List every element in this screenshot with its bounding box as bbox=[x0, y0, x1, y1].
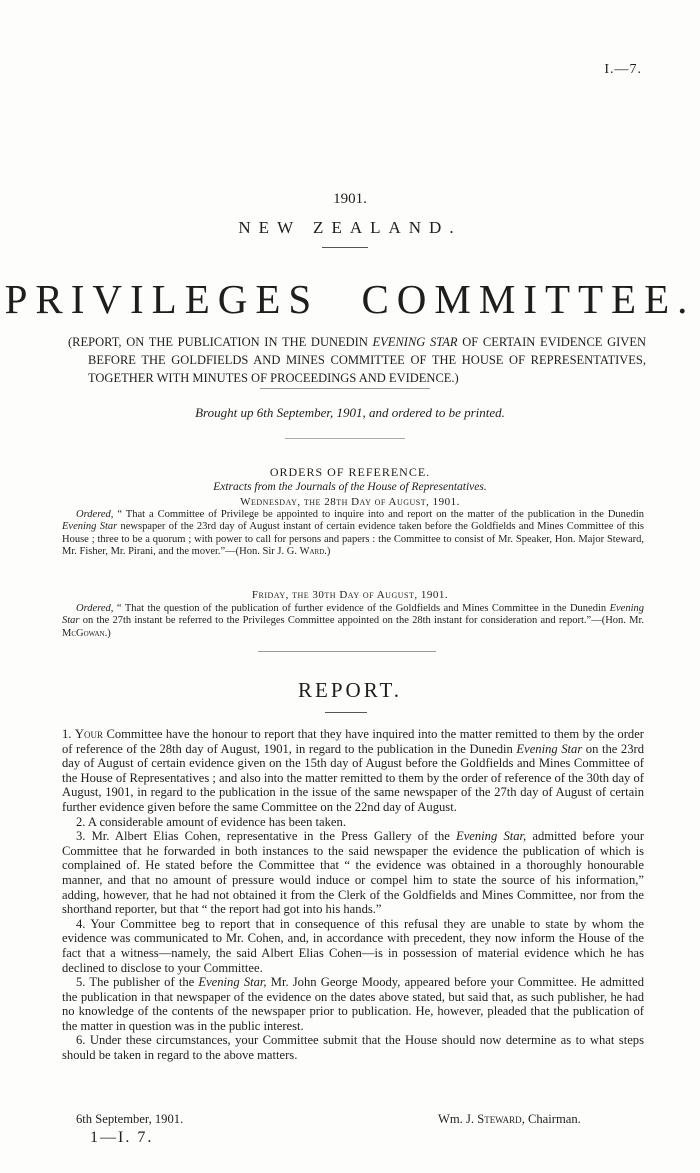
order-of-reference-1: Ordered, “ That a Committee of Privilege be appointed to inquire into and report on the matter of the publication in the Dunedin Evening Star newspaper of the 23rd day of August instant of certain evidence taken before the Goldfields and Mines Committee of this House ; three to be a quorum ; with power to call for persons and papers : the Committee to consist of Mr. Speaker, Hon. Major Steward, Mr. Fisher, Mr. Pirani, and the mover.”—(Hon. Sir J. G. Ward.) bbox=[62, 509, 644, 558]
report-subtitle: (REPORT, ON THE PUBLICATION IN THE DUNEDIN EVENING STAR OF CERTAIN EVIDENCE GIVEN BEFORE THE GOLDFIELDS AND MINES COMMITTEE OF THE HOUSE OF REPRESENTATIVES, TOGETHER WITH MINUTES OF PROCEEDINGS AND EVIDENCE.) bbox=[68, 335, 646, 385]
order-of-reference-2: Ordered, “ That the question of the publication of further evidence of the Goldfields and Mines Committee in the Dunedin Evening Star on the 27th instant be referred to the Privileges Committee appointed on the 28th instant for consideration and report.”—(Hon. Mr. McGowan.) bbox=[62, 603, 644, 639]
country-heading: NEW ZEALAND. bbox=[238, 218, 462, 237]
sheet-reference: 1—I. 7. bbox=[90, 1129, 154, 1146]
report-paragraph-4: 4. Your Committee beg to report that in consequence of this refusal they are unable to state by whom the evidence was communicated to Mr. Cohen, and, in accordance with precedent, they now inform the House of the fact that a witness—namely, the said Albert Elias Cohen—is in possession of material evidence which he has declined to disclose to your Committee. bbox=[62, 916, 644, 975]
order-date-1: Wednesday, the 28th Day of August, 1901. bbox=[240, 496, 460, 508]
brought-up-divider bbox=[285, 438, 405, 439]
signoff-line bbox=[76, 1112, 644, 1127]
report-paragraph-5: 5. The publisher of the Evening Star, Mr. John George Moody, appeared before your Committee. He admitted the publication in that newspaper of the evidence on the dates above stated, but said that, as such publisher, he had no knowledge of the contents of the newspaper prior to publication. He, however, pleaded that the publication of the matter in question was in the public interest. bbox=[62, 975, 644, 1033]
report-body bbox=[62, 727, 644, 1063]
report-paragraph-1: 1. Your Committee have the honour to report that they have inquired into the matter remitted to them by the order of reference of the 28th day of August, 1901, in regard to the publication in the Dunedin Evening Star on the 23rd day of August of certain evidence given on the 15th day of August before the Goldfields and Mines Committee of the House of Representatives ; and also into the matter remitted to them by the order of reference of the 30th day of August, 1901, in regard to the publication in the issue of the same newspaper of the 27th day of August of certain further evidence given before the same Committee on the 22nd day of August. bbox=[62, 727, 644, 814]
subtitle-divider bbox=[260, 388, 430, 389]
document-year: 1901. bbox=[333, 191, 367, 207]
chairman-signature: Wm. J. Steward, Chairman. bbox=[438, 1112, 581, 1126]
report-paragraph-3: 3. Mr. Albert Elias Cohen, representative in the Press Gallery of the Evening Star, admitted before your Committee that he forwarded in both instances to the said newspaper the evidence the publication of which is complained of. He stated before the Committee that “ the evidence was obtained in a thoroughly honourable manner, and that no amount of pressure would induce or compel him to state the source of his information,” adding, however, that he had not obtained it from the Clerk of the Goldfields and Mines Committee, nor from the shorthand reporter, but that “ the report had got into his hands.” bbox=[62, 829, 645, 917]
report-heading-divider bbox=[325, 712, 367, 713]
report-heading: REPORT. bbox=[298, 678, 402, 702]
page-reference: I.—7. bbox=[604, 62, 642, 77]
report-date: 6th September, 1901. bbox=[76, 1112, 184, 1126]
short-divider bbox=[322, 247, 368, 248]
journal-extracts-note: Extracts from the Journals of the House of Representatives. bbox=[213, 481, 487, 493]
main-title: PRIVILEGES COMMITTEE. bbox=[4, 276, 696, 322]
orders-of-reference-heading: ORDERS OF REFERENCE. bbox=[269, 465, 431, 479]
orders-divider bbox=[258, 651, 436, 652]
report-paragraph-6: 6. Under these circumstances, your Committee submit that the House should now determine as to what steps should be taken in regard to the above matters. bbox=[62, 1033, 644, 1063]
order-date-2: Friday, the 30th Day of August, 1901. bbox=[251, 589, 449, 601]
brought-up-note: Brought up 6th September, 1901, and ordered to be printed. bbox=[195, 405, 505, 420]
report-paragraph-2: 2. A considerable amount of evidence has been taken. bbox=[76, 814, 346, 829]
